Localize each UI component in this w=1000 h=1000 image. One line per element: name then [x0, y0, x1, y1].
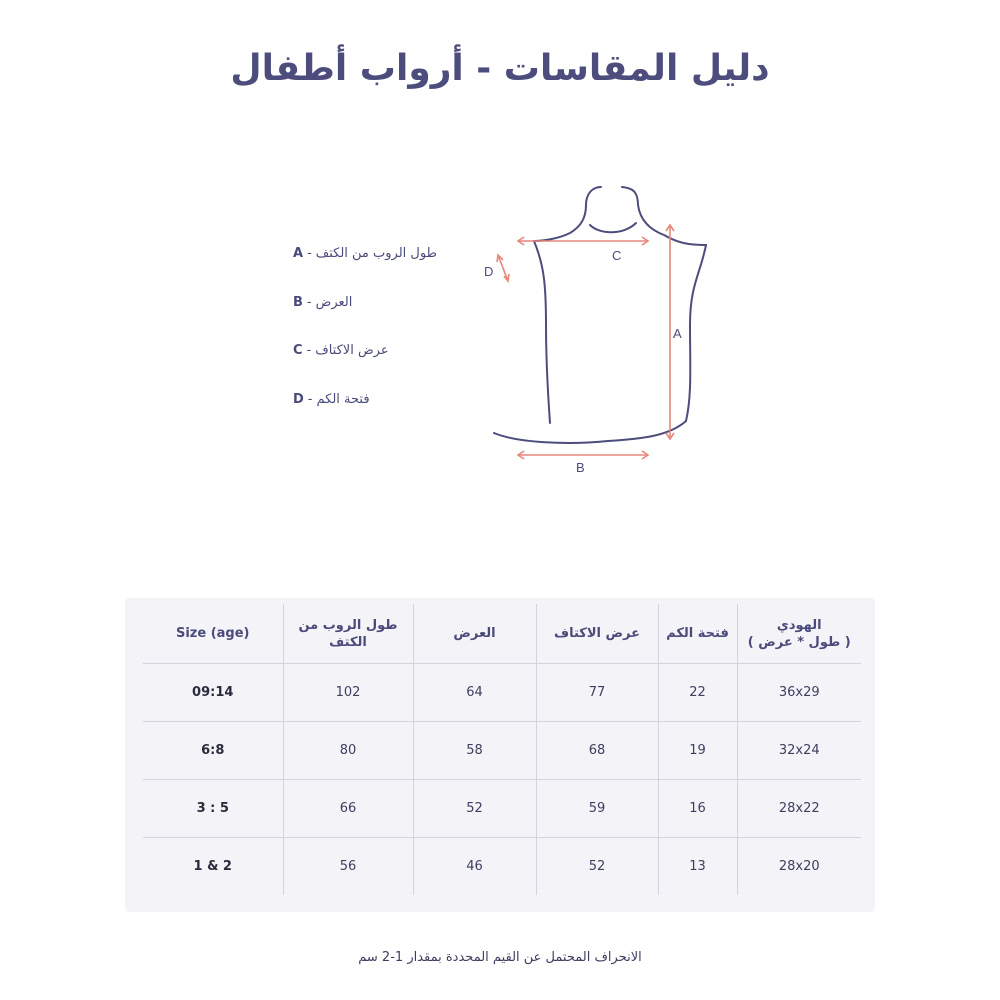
cell-sleeve: 22	[658, 664, 737, 722]
size-table-card	[125, 598, 875, 912]
robe-left-side	[534, 241, 550, 423]
cell-shoulders: 77	[536, 664, 658, 722]
legend-dash: -	[306, 294, 312, 310]
cell-shoulders: 68	[536, 722, 658, 780]
header-hoodie-line2: ( طول * عرض )	[747, 634, 851, 650]
cell-hoodie: 28x22	[737, 780, 861, 838]
cell-width: 58	[413, 722, 536, 780]
robe-diagram	[478, 175, 718, 475]
legend-label: طول الروب من الكتف	[315, 246, 437, 261]
legend-letter: C	[293, 343, 303, 358]
legend-letter: A	[293, 246, 304, 261]
cell-shoulders: 59	[536, 780, 658, 838]
page-title: دليل المقاسات - أرواب أطفال	[230, 48, 770, 89]
header-sleeve-label: فتحة الكم	[666, 626, 729, 641]
cell-length: 56	[283, 838, 413, 896]
cell-width: 46	[413, 838, 536, 896]
header-length-line2: الكتف	[329, 634, 367, 650]
legend-dash: -	[306, 343, 312, 358]
header-shoulders	[536, 604, 658, 664]
legend-letter: D	[293, 391, 304, 407]
header-width-label: العرض	[453, 626, 496, 641]
legend-label: عرض الاكتاف	[315, 343, 389, 358]
robe-collar-outline	[534, 187, 601, 241]
diagram-label-c: C	[612, 248, 622, 263]
header-hoodie-line1: الهودي	[776, 617, 822, 633]
table-header-row	[143, 604, 861, 664]
legend-label: فتحة الكم	[316, 391, 370, 407]
size-table	[143, 604, 861, 895]
cell-sleeve: 19	[658, 722, 737, 780]
legend-dash: -	[307, 246, 312, 261]
cell-hoodie: 36x29	[737, 664, 861, 722]
table-row	[143, 664, 861, 722]
header-hoodie	[737, 604, 861, 664]
legend-dash: -	[307, 391, 313, 407]
header-length-line1: طول الروب من	[298, 617, 398, 633]
table-row	[143, 722, 861, 780]
cell-length: 66	[283, 780, 413, 838]
legend-label: العرض	[315, 294, 353, 310]
diagram-label-d: D	[484, 264, 494, 279]
diagram-label-a: A	[673, 326, 682, 341]
cell-sleeve: 13	[658, 838, 737, 896]
cell-width: 52	[413, 780, 536, 838]
robe-collar-outline	[622, 187, 706, 245]
diagram-label-b: B	[576, 460, 585, 475]
tolerance-note: الانحراف المحتمل عن القيم المحددة بمقدار 1-2 سم	[358, 950, 642, 965]
legend-letter: B	[293, 294, 303, 310]
cell-size: 6:8	[143, 722, 283, 780]
cell-size: 3 : 5	[143, 780, 283, 838]
robe-right-side	[686, 245, 706, 421]
robe-collar-front	[590, 223, 636, 232]
header-width	[413, 604, 536, 664]
cell-shoulders: 52	[536, 838, 658, 896]
cell-length: 80	[283, 722, 413, 780]
table-row	[143, 780, 861, 838]
cell-width: 64	[413, 664, 536, 722]
cell-hoodie: 32x24	[737, 722, 861, 780]
cell-hoodie: 28x20	[737, 838, 861, 896]
cell-size: 1 & 2	[143, 838, 283, 896]
robe-hem	[494, 421, 686, 443]
table-row	[143, 838, 861, 896]
cell-length: 102	[283, 664, 413, 722]
cell-size: 09:14	[143, 664, 283, 722]
header-length	[283, 604, 413, 664]
header-shoulders-label: عرض الاكتاف	[554, 626, 640, 641]
header-size: Size (age)	[175, 626, 250, 641]
header-sleeve	[658, 604, 737, 664]
cell-sleeve: 16	[658, 780, 737, 838]
